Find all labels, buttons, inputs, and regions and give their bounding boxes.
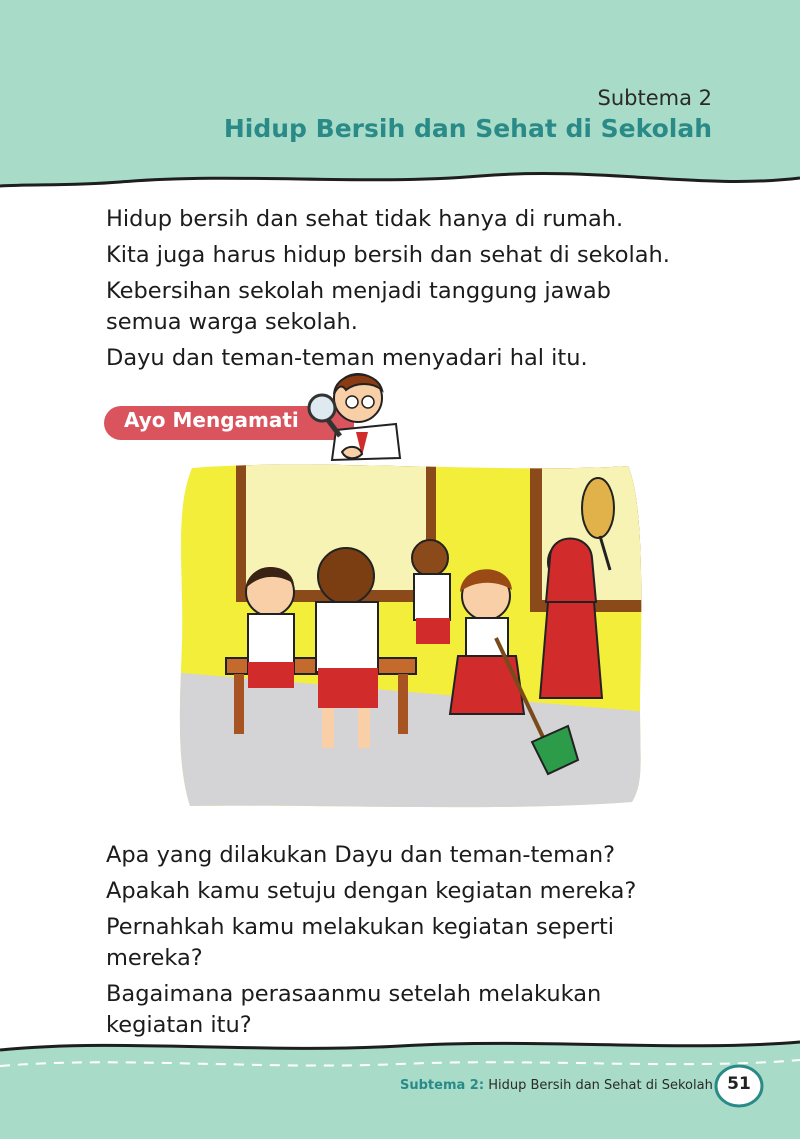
question-line: Pernahkah kamu melakukan kegiatan seperti mereka? [106,914,615,971]
footer-subtheme-title: Hidup Bersih dan Sehat di Sekolah [488,1078,713,1093]
subtheme-title: Hidup Bersih dan Sehat di Sekolah [223,114,712,143]
intro-line: Kebersihan sekolah menjadi tanggung jawab semua warga sekolah. [106,278,611,335]
page-number: 51 [727,1074,751,1094]
question-line: Apakah kamu setuju dengan kegiatan mereka? [106,878,637,904]
intro-line: Kita juga harus hidup bersih dan sehat di sekolah. [106,242,670,268]
intro-paragraph [106,204,746,379]
classroom-cleaning-illustration [170,462,650,810]
footer-subtheme-prefix: Subtema 2: [400,1078,485,1093]
intro-line: Hidup bersih dan sehat tidak hanya di rumah. [106,206,624,232]
activity-badge-label: Ayo Mengamati [124,408,299,432]
footer-subtheme [400,1078,713,1093]
question-line: Bagaimana perasaanmu setelah melakukan kegiatan itu? [106,981,602,1038]
boy-magnifier-illustration [296,360,406,470]
question-line: Apa yang dilakukan Dayu dan teman-teman? [106,842,616,868]
intro-line: Dayu dan teman-teman menyadari hal itu. [106,345,588,371]
questions-paragraph [106,840,746,1046]
subtheme-label: Subtema 2 [597,86,712,110]
